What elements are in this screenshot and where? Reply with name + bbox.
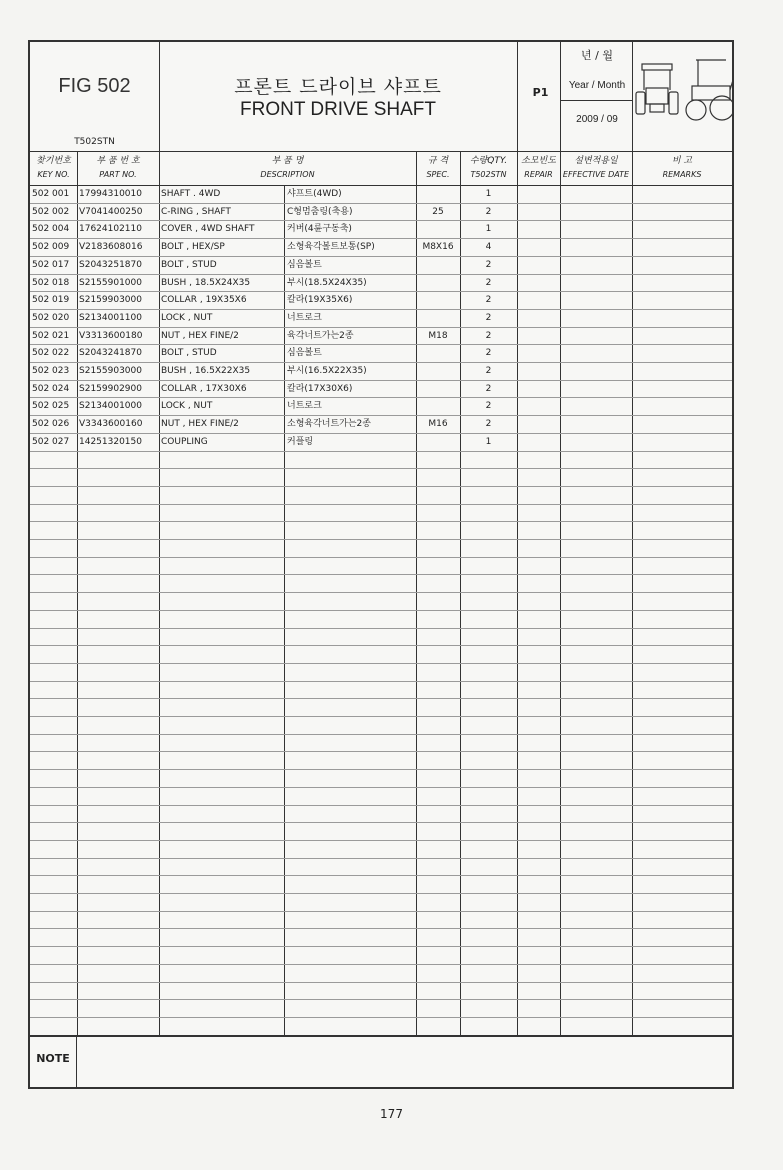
fig-no-cell: 502 <box>32 189 50 199</box>
qty-cell: 1 <box>485 224 492 235</box>
part-no-cell: V3313600180 <box>79 330 143 341</box>
row-divider <box>30 698 732 699</box>
key-no-header-ko: 찾기번호 <box>36 156 71 166</box>
row-divider <box>30 539 732 540</box>
qty-cell: 2 <box>485 330 492 341</box>
part-no-cell: V2183608016 <box>79 242 143 253</box>
row-divider <box>30 521 732 522</box>
description-ko-cell: 소형육각볼트보통(SP) <box>287 242 375 253</box>
page-title: FRONT DRIVE SHAFT <box>240 99 436 120</box>
fig-no-cell: 502 <box>32 366 50 376</box>
description-ko-cell: 너트로크 <box>287 401 322 412</box>
key-no-cell: 018 <box>52 277 70 288</box>
row-divider <box>30 610 732 611</box>
description-ko-cell: 커플링 <box>287 436 314 447</box>
description-header: DESCRIPTION <box>260 170 315 179</box>
fig-no-cell: 502 <box>32 206 50 217</box>
row-divider <box>30 928 732 929</box>
year-month-value: 2009 / 09 <box>576 114 618 125</box>
part-no-header: PART NO. <box>99 170 137 179</box>
fig-no-cell: 502 <box>32 401 50 412</box>
tractor-illustration <box>634 50 734 135</box>
row-divider <box>30 504 732 505</box>
key-no-cell: 027 <box>52 436 70 447</box>
qty-cell: 2 <box>485 277 492 288</box>
tractor-side-icon <box>686 60 734 120</box>
qty-cell: 4 <box>485 242 492 253</box>
row-divider <box>30 911 732 912</box>
spec-cell: M8X16 <box>422 242 454 253</box>
part-no-cell: S2155903000 <box>79 366 142 376</box>
page-label: P1 <box>532 86 549 99</box>
fig-no-cell: 502 <box>32 330 50 341</box>
fig-no-cell: 502 <box>32 224 50 235</box>
row-divider <box>30 840 732 841</box>
row-divider <box>30 681 732 682</box>
row-divider <box>30 999 732 1000</box>
qty-cell: 2 <box>485 401 492 412</box>
description-en-cell: NUT , HEX FINE/2 <box>161 419 239 430</box>
description-ko-cell: 소형육각너트가는2종 <box>287 419 371 430</box>
fig-no-cell: 502 <box>32 348 50 359</box>
key-no-cell: 017 <box>52 259 70 270</box>
part-no-cell: 17994310010 <box>79 189 142 199</box>
effective-date-header-ko: 설변적용일 <box>574 156 618 166</box>
fig-no-cell: 502 <box>32 312 50 323</box>
fig-no-cell: 502 <box>32 242 50 253</box>
description-en-cell: NUT , HEX FINE/2 <box>161 330 239 341</box>
fig-no-cell: 502 <box>32 383 50 394</box>
key-no-cell: 022 <box>52 348 70 359</box>
description-ko-cell: 심음볼트 <box>287 348 322 359</box>
part-no-cell: S2159903000 <box>79 295 142 306</box>
description-en-cell: BOLT , STUD <box>161 259 217 270</box>
description-ko-cell: 부시(18.5X24X35) <box>287 277 367 288</box>
description-en-cell: BUSH , 18.5X24X35 <box>161 277 251 288</box>
row-divider <box>30 964 732 965</box>
key-no-cell: 019 <box>52 295 70 306</box>
key-no-cell: 024 <box>52 383 70 394</box>
spec-cell: M18 <box>428 330 448 341</box>
fig-no-cell: 502 <box>32 436 50 447</box>
part-no-cell: S2043241870 <box>79 348 142 359</box>
row-divider <box>30 893 732 894</box>
part-no-cell: V7041400250 <box>79 206 143 217</box>
description-en-cell: COLLAR , 17X30X6 <box>161 383 247 394</box>
qty-cell: 2 <box>485 312 492 323</box>
qty-cell: 1 <box>485 189 492 199</box>
parts-sheet <box>28 40 734 1089</box>
qty-cell: 1 <box>485 436 492 447</box>
fig-no-cell: 502 <box>32 277 50 288</box>
qty-cell: 2 <box>485 419 492 430</box>
row-divider <box>30 592 732 593</box>
description-ko-cell: 부시(16.5X22X35) <box>287 366 367 376</box>
qty-cell: 2 <box>485 295 492 306</box>
part-no-cell: S2134001000 <box>79 401 142 412</box>
page-number: 177 <box>380 1107 403 1121</box>
year-month-label: Year / Month <box>568 80 626 91</box>
description-en-cell: COUPLING <box>161 436 208 447</box>
repair-header-ko: 소모빈도 <box>521 156 556 166</box>
fig-code: T502STN <box>74 137 115 147</box>
key-no-cell: 020 <box>52 312 70 323</box>
row-divider <box>30 1017 732 1018</box>
row-divider <box>30 734 732 735</box>
description-ko-cell: 샤프트(4WD) <box>287 189 342 199</box>
row-divider <box>30 486 732 487</box>
description-en-cell: LOCK , NUT <box>161 401 213 412</box>
row-divider <box>30 858 732 859</box>
part-no-cell: 14251320150 <box>79 436 142 447</box>
note-label: NOTE <box>36 1052 70 1065</box>
row-divider <box>30 663 732 664</box>
part-no-cell: S2134001100 <box>79 312 142 323</box>
row-divider <box>30 982 732 983</box>
row-divider <box>30 751 732 752</box>
description-en-cell: C-RING , SHAFT <box>161 206 231 217</box>
row-divider <box>30 451 732 452</box>
description-en-cell: LOCK , NUT <box>161 312 213 323</box>
key-no-cell: 023 <box>52 366 70 376</box>
key-no-cell: 004 <box>52 224 70 235</box>
row-divider <box>30 946 732 947</box>
key-no-header: KEY NO. <box>37 170 70 179</box>
row-divider <box>30 822 732 823</box>
key-no-cell: 009 <box>52 242 70 253</box>
description-ko-cell: C형멈춤링(축용) <box>287 206 353 217</box>
description-en-cell: COLLAR , 19X35X6 <box>161 295 247 306</box>
spec-header-ko: 규 격 <box>427 156 449 166</box>
fig-number: FIG 502 <box>58 75 131 97</box>
row-divider <box>30 574 732 575</box>
description-en-cell: BOLT , STUD <box>161 348 217 359</box>
remarks-header: REMARKS <box>662 170 702 179</box>
row-divider <box>30 628 732 629</box>
row-divider <box>30 557 732 558</box>
remarks-header-ko: 비 고 <box>671 156 693 166</box>
description-en-cell: COVER , 4WD SHAFT <box>161 224 255 235</box>
key-no-cell: 025 <box>52 401 70 412</box>
spec-header: SPEC. <box>426 170 450 179</box>
description-ko-cell: 칼라(17X30X6) <box>287 383 353 394</box>
row-divider <box>30 769 732 770</box>
row-divider <box>30 875 732 876</box>
year-month-korean: 년 / 월 <box>581 49 613 62</box>
row-divider <box>30 645 732 646</box>
description-header-ko: 부 품 명 <box>271 156 304 166</box>
qty-header-ko: 수량QTY. <box>469 156 508 166</box>
repair-header: REPAIR <box>524 170 553 179</box>
spec-cell: M16 <box>428 419 448 430</box>
effective-date-header: EFFECTIVE DATE <box>562 170 630 179</box>
spec-cell: 25 <box>432 206 444 217</box>
fig-no-cell: 502 <box>32 295 50 306</box>
key-no-cell: 002 <box>52 206 70 217</box>
tractor-front-icon <box>636 64 678 114</box>
description-ko-cell: 칼라(19X35X6) <box>287 295 353 306</box>
title-korean: 프론트 드라이브 샤프트 <box>234 76 442 98</box>
fig-no-cell: 502 <box>32 419 50 430</box>
qty-cell: 2 <box>485 206 492 217</box>
row-divider <box>30 716 732 717</box>
part-no-cell: 17624102110 <box>79 224 142 235</box>
qty-cell: 2 <box>485 259 492 270</box>
part-no-cell: S2155901000 <box>79 277 142 288</box>
qty-cell: 2 <box>485 366 492 376</box>
qty-cell: 2 <box>485 383 492 394</box>
description-ko-cell: 너트로크 <box>287 312 322 323</box>
description-ko-cell: 육각너트가는2종 <box>287 330 354 341</box>
key-no-cell: 021 <box>52 330 70 341</box>
part-no-cell: V3343600160 <box>79 419 143 430</box>
description-en-cell: BUSH , 16.5X22X35 <box>161 366 251 376</box>
description-ko-cell: 커버(4륜구동축) <box>287 224 352 235</box>
description-en-cell: BOLT , HEX/SP <box>161 242 225 253</box>
description-ko-cell: 심음볼트 <box>287 259 322 270</box>
row-divider <box>30 787 732 788</box>
qty-header: T502STN <box>470 170 507 179</box>
key-no-cell: 001 <box>52 189 70 199</box>
description-en-cell: SHAFT . 4WD <box>161 189 221 199</box>
row-divider <box>30 805 732 806</box>
row-divider <box>30 468 732 469</box>
part-no-cell: S2159902900 <box>79 383 142 394</box>
part-no-cell: S2043251870 <box>79 259 142 270</box>
fig-no-cell: 502 <box>32 259 50 270</box>
part-no-header-ko: 부 품 번 호 <box>96 156 140 166</box>
key-no-cell: 026 <box>52 419 70 430</box>
qty-cell: 2 <box>485 348 492 359</box>
